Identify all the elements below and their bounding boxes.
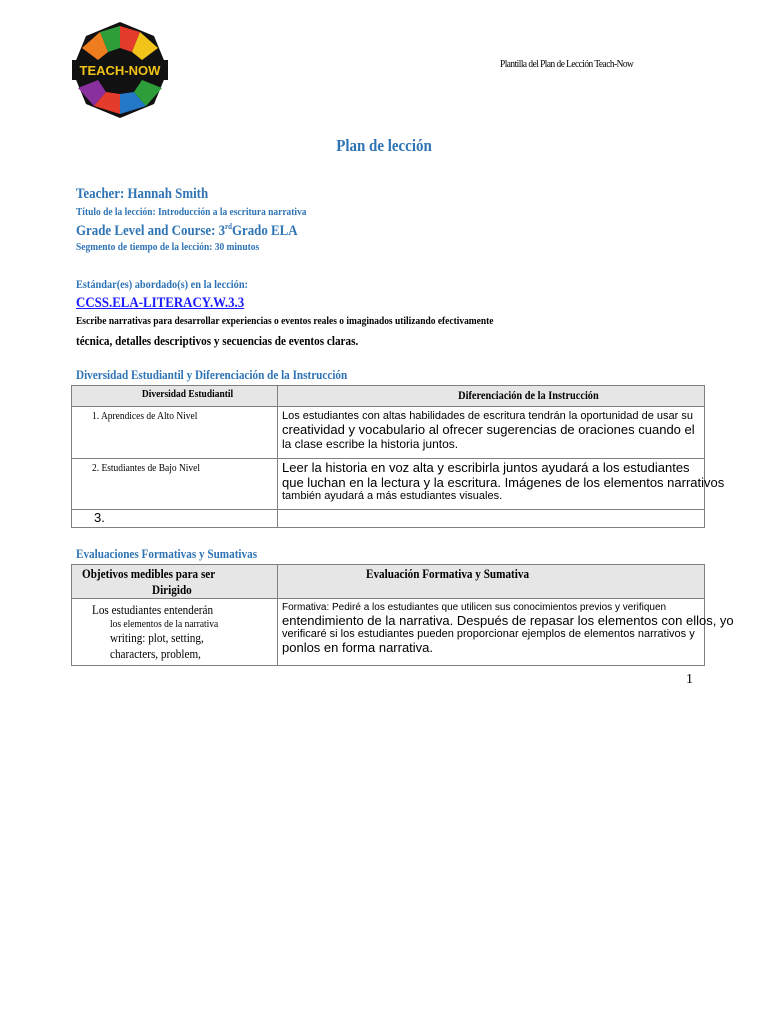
text-line: creatividad y vocabulario al ofrecer sugerencias de oraciones cuando el <box>282 422 695 437</box>
text-line: Los estudiantes con altas habilidades de escritura tendrán la oportunidad de usar su <box>282 410 693 422</box>
table-header-row <box>72 565 705 599</box>
text-line: también ayudará a más estudiantes visuales. <box>282 490 503 502</box>
column-header: Objetivos medibles para ser Dirigido <box>72 565 278 599</box>
assessment-table <box>71 564 734 666</box>
diversity-label: 3. <box>72 510 278 528</box>
diversity-label: 2. Estudiantes de Bajo Nivel <box>72 459 278 510</box>
page-title: Plan de lección <box>336 136 432 155</box>
objectives-cell <box>72 599 278 666</box>
standard-description-line-2: técnica, detalles descriptivos y secuencias de eventos claras. <box>76 333 359 348</box>
standard-code-link[interactable]: CCSS.ELA-LITERACY.W.3.3 <box>76 295 245 311</box>
standards-heading: Estándar(es) abordado(s) en la lección: <box>76 277 248 291</box>
teacher-name: Teacher: Hannah Smith <box>76 186 209 202</box>
table-row <box>72 459 705 510</box>
text-line: verificaré si los estudiantes pueden proporcionar ejemplos de elementos narrativos y <box>282 628 695 640</box>
text-line: la clase escribe la historia juntos. <box>282 437 459 451</box>
differentiation-text <box>278 510 705 528</box>
grade-sup: rd <box>225 222 232 231</box>
differentiation-text <box>278 459 725 510</box>
diversity-label: 1. Aprendices de Alto Nivel <box>72 407 278 459</box>
text-line: que luchan en la lectura y la escritura. Imágenes de los elementos narrativos <box>282 475 725 490</box>
table-row <box>72 407 705 459</box>
differentiation-text <box>278 407 705 459</box>
grade-prefix: Grade Level and Course: 3 <box>76 223 226 239</box>
column-header: Diversidad Estudiantil <box>72 386 278 407</box>
assessment-cell <box>278 599 734 666</box>
text-line: characters, problem, <box>110 646 201 661</box>
table-header-row <box>72 386 705 407</box>
table-row <box>72 510 705 528</box>
time-segment: Segmento de tiempo de la lección: 30 minutos <box>76 241 260 253</box>
text-line: entendimiento de la narrativa. Después de repasar los elementos con ellos, yo <box>282 613 734 628</box>
grade-suffix: Grado ELA <box>231 223 298 239</box>
text-line: writing: plot, setting, <box>110 630 204 645</box>
page-number: 1 <box>686 672 693 687</box>
column-header: Evaluación Formativa y Sumativa <box>278 565 705 599</box>
lesson-title: Título de la lección: Introducción a la escritura narrativa <box>76 206 307 218</box>
diversity-table <box>71 385 725 528</box>
standard-description-line-1: Escribe narrativas para desarrollar experiencias o eventos reales o imaginados utilizando efectivamente <box>76 315 494 327</box>
grade-level <box>76 222 298 240</box>
assessment-heading: Evaluaciones Formativas y Sumativas <box>76 546 258 561</box>
column-header: Diferenciación de la Instrucción <box>278 386 705 407</box>
table-row <box>72 599 705 666</box>
text-line: Los estudiantes entenderán <box>92 602 214 617</box>
diversity-heading: Diversidad Estudiantil y Diferenciación de la Instrucción <box>76 367 348 382</box>
text-line: ponlos en forma narrativa. <box>282 640 434 655</box>
text-line: Leer la historia en voz alta y escribirla juntos ayudará a los estudiantes <box>282 460 690 475</box>
text-line: los elementos de la narrativa <box>110 618 219 630</box>
text-line: Formativa: Pediré a los estudiantes que utilicen sus conocimientos previos y verifiquen <box>282 602 667 613</box>
logo-text: TEACH-NOW <box>79 63 161 78</box>
teach-now-logo <box>70 20 170 120</box>
template-name: Plantilla del Plan de Lección Teach-Now <box>500 58 634 70</box>
